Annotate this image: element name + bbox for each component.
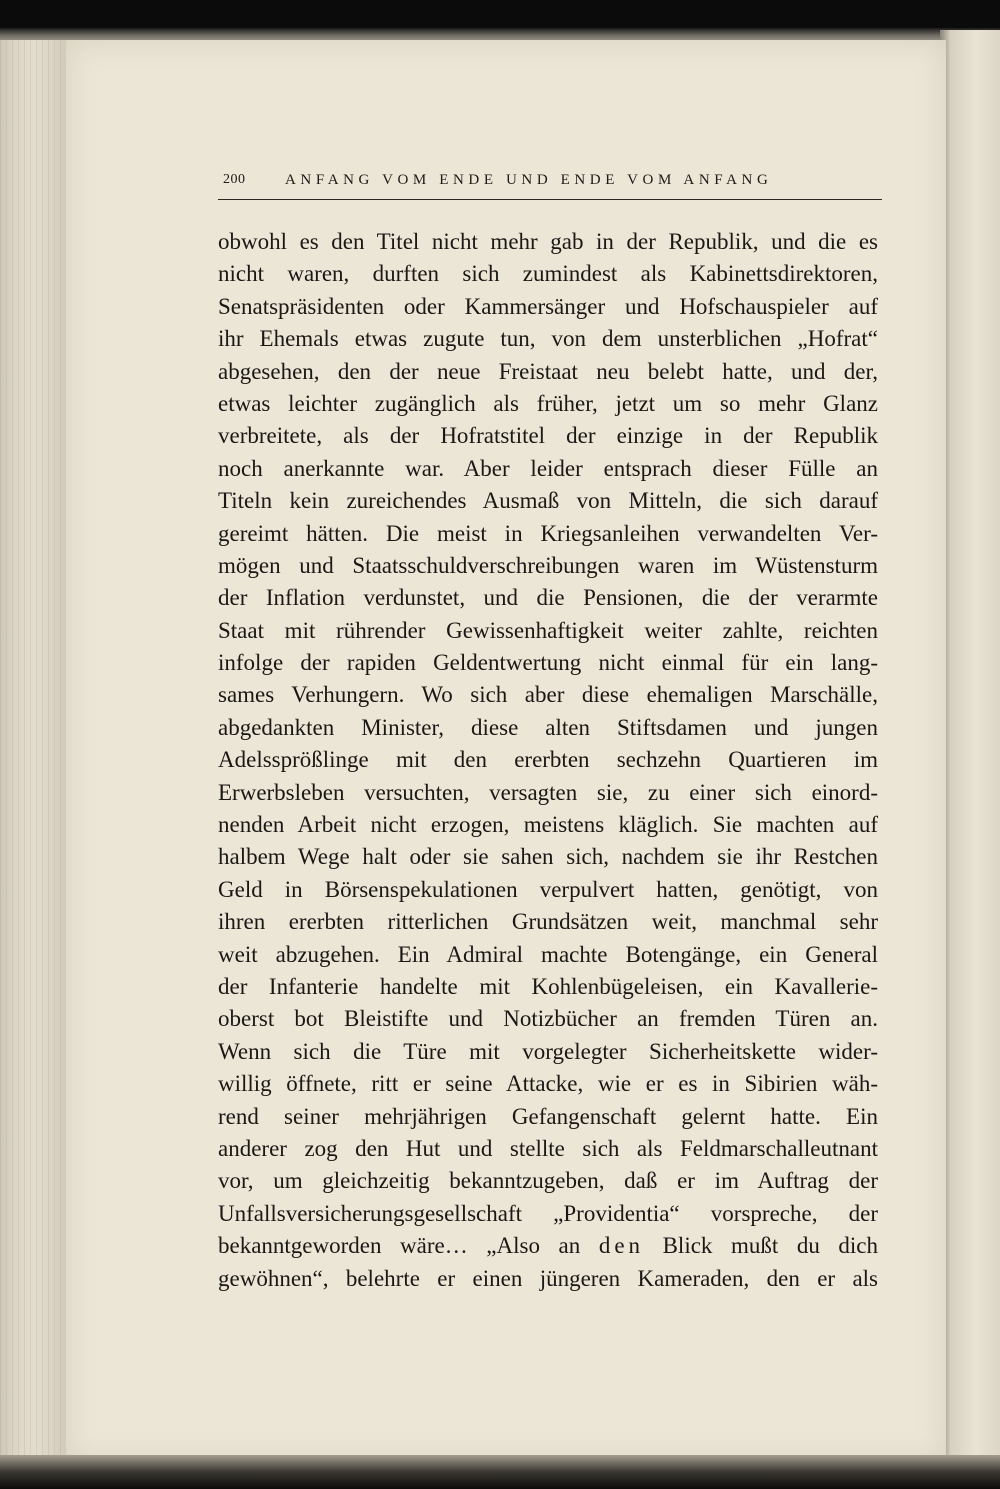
- text-line-emphasis: [218, 1230, 878, 1262]
- scan-bottom-border: [0, 1455, 1000, 1489]
- text-line: ihr Ehemals etwas zugute tun, von dem unsterblichen „Hofrat“: [218, 326, 878, 352]
- text-line: halbem Wege halt oder sie sahen sich, nachdem sie ihr Restchen: [218, 844, 878, 870]
- header-rule: [218, 199, 882, 200]
- text-line: obwohl es den Titel nicht mehr gab in der Republik, und die es: [218, 229, 878, 254]
- text-line: ihren ererbten ritterlichen Grundsätzen weit, manchmal sehr: [218, 909, 878, 935]
- text-line: Staat mit rührender Gewissenhaftigkeit weiter zahlte, reichten: [218, 617, 878, 643]
- text-line: der Infanterie handelte mit Kohlenbügeleisen, ein Kavallerie-: [218, 973, 878, 999]
- text-line: der Inflation verdunstet, und die Pensionen, die der verarmte: [218, 585, 878, 611]
- running-head-title: ANFANG VOM ENDE UND ENDE VOM ANFANG: [285, 172, 773, 188]
- spaced-emphasis: den: [598, 1233, 645, 1259]
- text-line: gereimt hätten. Die meist in Kriegsanleihen verwandelten Ver-: [218, 520, 878, 546]
- page-number: 200: [223, 172, 246, 187]
- text-line: abgedankten Minister, diese alten Stiftsdamen und jungen: [218, 714, 878, 740]
- text-line: Titeln kein zureichendes Ausmaß von Mitteln, die sich darauf: [218, 488, 878, 514]
- text-line: etwas leichter zugänglich als früher, jetzt um so mehr Glanz: [218, 390, 878, 416]
- text-line: mögen und Staatsschuldverschreibungen waren im Wüstensturm: [218, 552, 878, 578]
- text-segment: bekanntgeworden wäre… „Also an: [218, 1233, 599, 1259]
- text-line: rend seiner mehrjährigen Gefangenschaft gelernt hatte. Ein: [218, 1103, 878, 1129]
- text-line: nenden Arbeit nicht erzogen, meistens kläglich. Sie machten auf: [218, 812, 878, 838]
- text-line: noch anerkannte war. Aber leider entsprach dieser Fülle an: [218, 455, 878, 481]
- running-head: [223, 172, 883, 198]
- text-line: willig öffnete, ritt er seine Attacke, wie er es in Sibirien wäh-: [218, 1071, 878, 1097]
- text-line: Erwerbsleben versuchten, versagten sie, zu einer sich einord-: [218, 779, 878, 805]
- text-line: oberst bot Bleistifte und Notizbücher an fremden Türen an.: [218, 1006, 878, 1032]
- text-line: infolge der rapiden Geldentwertung nicht einmal für ein lang-: [218, 650, 878, 676]
- text-line: Adelssprößlinge mit den ererbten sechzehn Quartieren im: [218, 747, 878, 773]
- text-line: Senatspräsidenten oder Kammersänger und Hofschauspieler auf: [218, 293, 878, 319]
- text-line: weit abzugehen. Ein Admiral machte Botengänge, ein General: [218, 941, 878, 967]
- book-cover-edge: [940, 30, 1000, 1470]
- text-line: nicht waren, durften sich zumindest als Kabinettsdirektoren,: [218, 261, 878, 287]
- text-segment: Blick mußt du dich: [644, 1233, 878, 1259]
- body-text: [218, 226, 878, 1295]
- text-line: vor, um gleichzeitig bekanntzugeben, daß er im Auftrag der: [218, 1168, 878, 1194]
- text-line: verbreitete, als der Hofratstitel der einzige in der Republik: [218, 423, 878, 449]
- text-line: Wenn sich die Türe mit vorgelegter Sicherheitskette wider-: [218, 1038, 878, 1064]
- text-line: sames Verhungern. Wo sich aber diese ehemaligen Marschälle,: [218, 682, 878, 708]
- text-line: Unfallsversicherungsgesellschaft „Providentia“ vorspreche, der: [218, 1200, 878, 1226]
- text-line: anderer zog den Hut und stellte sich als Feldmarschalleutnant: [218, 1135, 878, 1161]
- text-line: Geld in Börsenspekulationen verpulvert hatten, genötigt, von: [218, 876, 878, 902]
- text-line: abgesehen, den der neue Freistaat neu belebt hatte, und der,: [218, 358, 878, 384]
- text-line: gewöhnen“, belehrte er einen jüngeren Kameraden, den er als: [218, 1265, 878, 1291]
